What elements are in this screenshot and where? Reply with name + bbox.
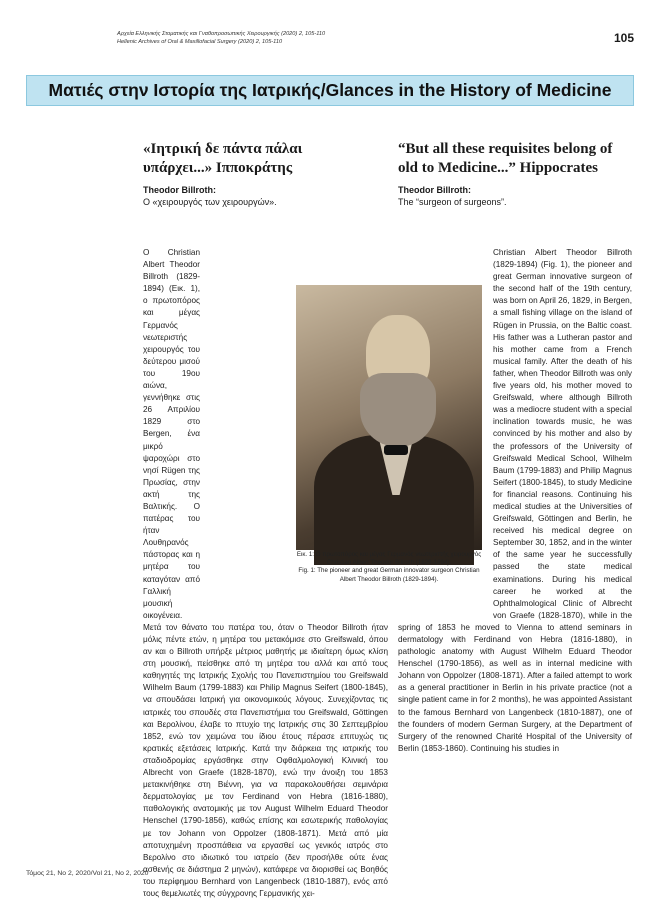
portrait-photo: [296, 285, 482, 550]
section-banner: Ματιές στην Ιστορία της Ιατρικής/Glances in the History of Medicine: [26, 75, 634, 106]
page-number: 105: [613, 31, 634, 45]
english-subtitle-name: Theodor Billroth:: [398, 185, 471, 195]
journal-header: [117, 30, 325, 46]
caption-english: Fig. 1: The pioneer and great German innovator surgeon Christian Albert Theodor Billroth (1829-1894).: [298, 567, 480, 583]
english-body-text: Christian Albert Theodor Billroth (1829-1894) (Fig. 1), the pioneer and great German innovative surgeon of the second half of the 19th century, was born on April 26, 1829, in Bergen, a small fishing village on the island of Rügen in Prussia, on the Baltic coast. His father was a Lutheran pastor and his mother came from a French musical family. After the death of his father, when Theodor Billroth was only five years old, his mother moved to Greifswald, where although Billroth was a mediocre student with a special inclination towards music, he was convinced by his mother and also by the professors of the University of Greifswald Medical School, Wilhelm Baum (1799-1883) and Philip Magnus Seifert (1800-1845), to study Medicine for financial reasons. Continuing his medical studies at the Universities of Greifswald, Göttingen and Berlin, he received his medical degree on September 30, 1852, and in the winter of the same year he successfully passed the state medical examinations. During his medical career he worked at the Ophthalmological Clinic of Albrecht von Graefe (1828-1870), while in the spring of 1853 he moved to Vienna to attend seminars in dermatology with Ferdinand von Hebra (1816-1880), in pathologic anatomy with August Wilhelm Eduard Theodor Henschel (1790-1856), as well as in internal medicine with Johann von Oppolzer (1808-1871). After a failed attempt to work as a general practitioner in Berlin in his private practice (not a single patient came in for 2 months), he was appointed Assistant to the famous Bernhard von Langenbeck (1810-1887), one of the founders of modern German Surgery, at the Department of Surgery of the renowned Charité Hospital of the University of Berlin (1853-1860). Continuing his studies in: [398, 248, 632, 753]
greek-heading: [143, 140, 303, 208]
english-subtitle: [398, 184, 628, 208]
greek-subtitle-desc: Ο «χειρουργός των χειρουργών».: [143, 197, 277, 207]
page-footer: Τόμος 21, No 2, 2020/Vol 21, No 2, 2020: [26, 870, 149, 877]
caption-greek: Εικ. 1: Ο πρωτοπόρος και μέγας Γερμανός νεωτεριστής χειρουργός Christian Albert Theodor Billroth (1829-1894).: [296, 551, 482, 567]
greek-subtitle-name: Theodor Billroth:: [143, 185, 216, 195]
english-title: “But all these requisites belong of old to Medicine...” Hippocrates: [398, 141, 613, 176]
greek-title: «Ιητρική δε πάντα πάλαι υπάρχει...» Ιπποκράτης: [143, 141, 303, 176]
figure-caption: [296, 551, 482, 584]
greek-body-text: Ο Christian Albert Theodor Billroth (1829-1894) (Εικ. 1), ο πρωτοπόρος και μέγας Γερμανός νεωτεριστής χειρουργός του δεύτερου μισού του 19ου αιώνα, γεννήθηκε στις 26 Απριλίου 1829 στο Bergen, ένα μικρό ψαροχώρι στο νησί Rügen της Πρωσίας, στην ακτή της Βαλτικής. Ο πατέρας του ήταν Λουθηρανός πάστορας και η μητέρα του καταγόταν από Γαλλική μουσική οικογένεια. Μετά τον θάνατο του πατέρα του, όταν ο Theodor Billroth ήταν μόλις πέντε ετών, η μητέρα του μετακόμισε στο Greifswald, όπου αν και ο Billroth υπήρξε μέτριος μαθητής με ιδιαίτερη όμως κλίση στη μουσική, πείσθηκε από τη μητέρα του αλλά και από τους καθηγητές της Ιατρικής Σχολής του Πανεπιστημίου του Greifswald Wilhelm Baum (1799-1883) και Philip Magnus Seifert (1800-1845), να σπουδάσει Ιατρική για οικονομικούς λόγους. Συνεχίζοντας τις ιατρικές του σπουδές στα Πανεπιστήμια του Greifswald, Göttingen και Βερολίνου, έλαβε το πτυχίο της Ιατρικής στις 30 Σεπτεμβρίου 1852, ενώ τον χειμώνα του ίδιου έτους πέρασε επιτυχώς τις κρατικές εξετάσεις Ιατρικής. Κατά την διάρκεια της ιατρικής του σταδιοδρομίας εργάσθηκε στην Οφθαλμολογική Κλινική του Albrecht von Graefe (1828-1870), ενώ την άνοιξη του 1853 μετακινήθηκε στη Βιέννη, για να παρακολουθήσει σεμινάρια δερματολογίας με τον Ferdinand von Hebra (1816-1880), παθολογικής ανατομικής με τον August Wilhelm Eduard Theodor Henschel (1790-1856), καθώς επίσης και εσωτερικής παθολογίας με τον Johann von Oppolzer (1808-1871). Μετά από μία αποτυχημένη προσπάθεια να εργασθεί ως γενικός ιατρός στο Βερολίνο στο ιδιωτικό του ιατρείο (δεν προσήλθε ούτε ένας ασθενής σε διάστημα 2 μηνών), κατάφερε να διορισθεί ως Βοηθός του περίφημου Bernhard von Langenbeck (1810-1887), ενός από τους θεμελιωτές της σύγχρονης Γερμανικής χει-: [143, 248, 388, 898]
english-heading: [398, 140, 628, 208]
journal-name-english: Hellenic Archives of Oral & Maxillofacial Surgery (2020) 2, 105-110: [117, 39, 283, 45]
greek-subtitle: [143, 184, 303, 208]
english-subtitle-desc: The “surgeon of surgeons”.: [398, 197, 507, 207]
journal-name-greek: Αρχεία Ελληνικής Στοματικής και Γναθοπροσωπικής Χειρουργικής (2020) 2, 105-110: [117, 31, 326, 37]
